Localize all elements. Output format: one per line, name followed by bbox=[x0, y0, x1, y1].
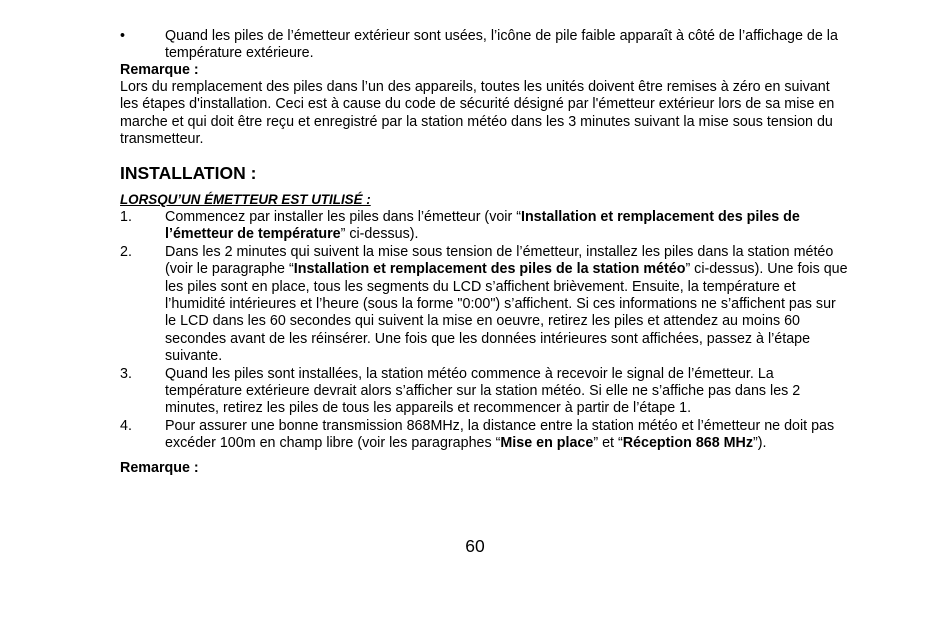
step-text: Pour assurer une bonne transmission 868MHz, la distance entre la station météo et l’émetteur ne doit pas excéder 100m en champ libre (voir les paragraphes “Mise en place” et “Réception 868 MHz”). bbox=[165, 417, 835, 452]
step-number: 1. bbox=[120, 209, 132, 225]
bullet-text: Quand les piles de l’émetteur extérieur sont usées, l’icône de pile faible apparaît à côté de l’affichage de la température extérieure. bbox=[165, 28, 838, 62]
sub-heading: LORSQU’UN ÉMETTEUR EST UTILISÉ : bbox=[120, 192, 371, 207]
remark-label: Remarque : bbox=[120, 460, 199, 476]
body-paragraph: Lors du remplacement des piles dans l’un des appareils, toutes les unités doivent être remises à zéro en suivant les étapes d'installation. Ceci est à cause du code de sécurité désigné par l'émetteur extérieur lors de sa mise en marche et qui doit être reçu et enregistré par la station météo dans les 3 minutes suivant la mise sous tension du transmetteur. bbox=[120, 79, 835, 148]
step-item bbox=[120, 366, 850, 418]
steps-list bbox=[120, 209, 850, 453]
step-text: Commencez par installer les piles dans l’émetteur (voir “Installation et remplacement des piles de l’émetteur de température” ci-dessus). bbox=[165, 209, 800, 243]
step-number: 4. bbox=[120, 417, 132, 434]
bullet-item bbox=[120, 28, 850, 63]
step-text: Quand les piles sont installées, la station météo commence à recevoir le signal de l’émetteur. La température extérieure devrait alors s’afficher sur la station météo. Si elle ne s’affiche pas dans les 2 minutes, retirez les piles de tous les appareils et recommencer à partir de l’étape 1. bbox=[165, 365, 801, 417]
step-item bbox=[120, 244, 850, 366]
step-item bbox=[120, 418, 850, 453]
step-number: 3. bbox=[120, 365, 132, 382]
bullet-mark: • bbox=[120, 28, 126, 44]
section-heading: INSTALLATION : bbox=[120, 163, 257, 183]
remark-label: Remarque : bbox=[120, 62, 199, 78]
page-number: 60 bbox=[465, 536, 485, 556]
step-number: 2. bbox=[120, 243, 132, 260]
step-text: Dans les 2 minutes qui suivent la mise sous tension de l’émetteur, installez les piles dans la station météo (voir le paragraphe “Installation et remplacement des piles de la station météo” ci-dessus). Une fois que les piles sont en place, tous les segments du LCD s’affichent brièvement. Ensuite, la température et l’humidité intérieures et l’heure (sous la forme "0:00") s’affichent. Si ces informations ne s’affichent pas sur le LCD dans les 60 secondes qui suivent la mise en oeuvre, retirez les piles et attendez au moins 60 secondes avant de les réinsérer. Une fois que les données intérieures sont affichées, passez à l’étape suivante. bbox=[165, 243, 848, 365]
step-item bbox=[120, 209, 850, 244]
